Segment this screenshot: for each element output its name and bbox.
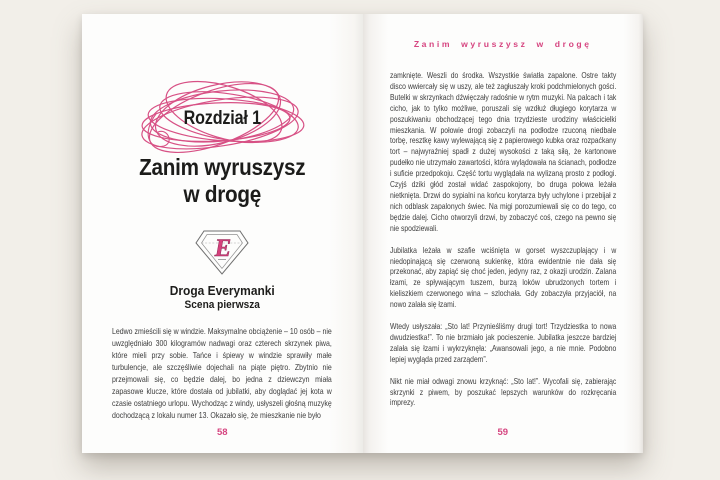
paragraph: Ledwo zmieścili się w windzie. Maksymalne obciążenie – 10 osób – nie uwzględniało 300 kilogramów nadwagi oraz czterech skrzynek piwa, które mieli przy sobie. Tańce i śpiewy w windzie sprawiły małe turbulencje, ale szczęśliwie dojechali na piąte piętro. Zbytnio nie przejmowali się, co będzie dalej, bo jedna z dziewczyn miała zapasowe klucze, które dostała od jubilatki, aby doglądać jej kota w czasie ostatniego urlopu. Wychodząc z windy, usłyszeli głośną muzykę dochodzącą z lokalu numer 13. Okazało się, że mieszkanie nie było: [112, 326, 332, 420]
chapter-title-line2: w drogę: [183, 181, 261, 207]
scene-heading: Droga Everymanki: [169, 283, 275, 298]
running-header: Zanim wyruszysz w drogę: [413, 39, 592, 49]
right-page-number: 59: [497, 427, 509, 438]
diamond-e-logo-icon: [195, 228, 249, 276]
left-page: [82, 14, 363, 453]
logo-letter: E: [214, 235, 232, 262]
chapter-title-line1: Zanim wyruszysz: [139, 154, 306, 180]
paragraph: Nikt nie miał odwagi znowu krzyknąć: „Sto lat!”. Wycofali się, zabierając skrzynki z piwem, by poszukać lepszych warunków do rozkręcania imprezy.: [389, 375, 616, 408]
chapter-title: [99, 154, 346, 208]
open-book: [82, 14, 643, 453]
left-page-number: 58: [216, 427, 228, 438]
right-page-body: [390, 70, 616, 408]
left-page-body: [112, 325, 332, 421]
right-page: [363, 14, 644, 453]
paragraph: Wtedy usłyszała: „Sto lat! Przynieśliśmy drugi tort! Trzydziestka to nowa dwudziestka!”. To nie brzmiało jak pocieszenie. Jubilatka jeszcze bardziej zalała się łzami i wykrzyknęła: „Awansowali jego, a nie mnie. Podobno lepiej wygląda przed zarządem”.: [389, 321, 616, 364]
paragraph: Jubilatka leżała w szafie wciśnięta w gorset wyszczuplający i w niedopinającą się czerwoną sukienkę, która ewidentnie nie dała się przekonać, aby zapiąć się choć jeden, jedyny raz, z okazji urodzin. Zalana łzami, ze spływającym tuszem, burzą loków ubrudzonych tortem i kieliszkiem czerwonego wina – szlochała. Gdy zobaczyła przyjaciół, na nowo zalała się łzami.: [389, 244, 616, 310]
scene-subheading: Scena pierwsza: [184, 299, 260, 311]
chapter-label: Rozdział 1: [183, 108, 261, 129]
paragraph: zamknięte. Weszli do środka. Wszystkie światła zapalone. Ostre takty disco wwiercały się w uszy, ale też zagłuszały kroki podchmielonych gości. Butelki w skrzynkach dźwięczały radośnie w rytm muzyki. Na palcach i tak cicho, jak to tylko możliwe, poruszali się wzdłuż długiego korytarza w poszukiwaniu obchodzącej tego dnia trzydzieste urodziny właścicielki mieszkania. W połowie drogi zobaczyli na podłodze rzuconą niedbale torbę, resztkę kawy wylewającą się z papierowego kubka oraz rozpaćkany tort – najwyraźniej spadł z dużej wysokości z taką siłą, że kartonowe pudełko nie utrzymało zawartości, która wylądowała na ścianach, podłodze i suficie przedpokoju. Część tortu wyglądała na wylizaną prosto z podłogi. Czyjś dziki głód został widać zaspokojony, bo druga połowa leżała nietknięta. Drzwi do sypialni na końcu korytarza były uchylone i przebijał z nich odblask zapalonych świec. Na migi porozumiewali się co do tego, co będzie dalej. Cicho otworzyli drzwi, by zobaczyć coś, czego na pewno się nie spodziewali.: [389, 70, 616, 233]
